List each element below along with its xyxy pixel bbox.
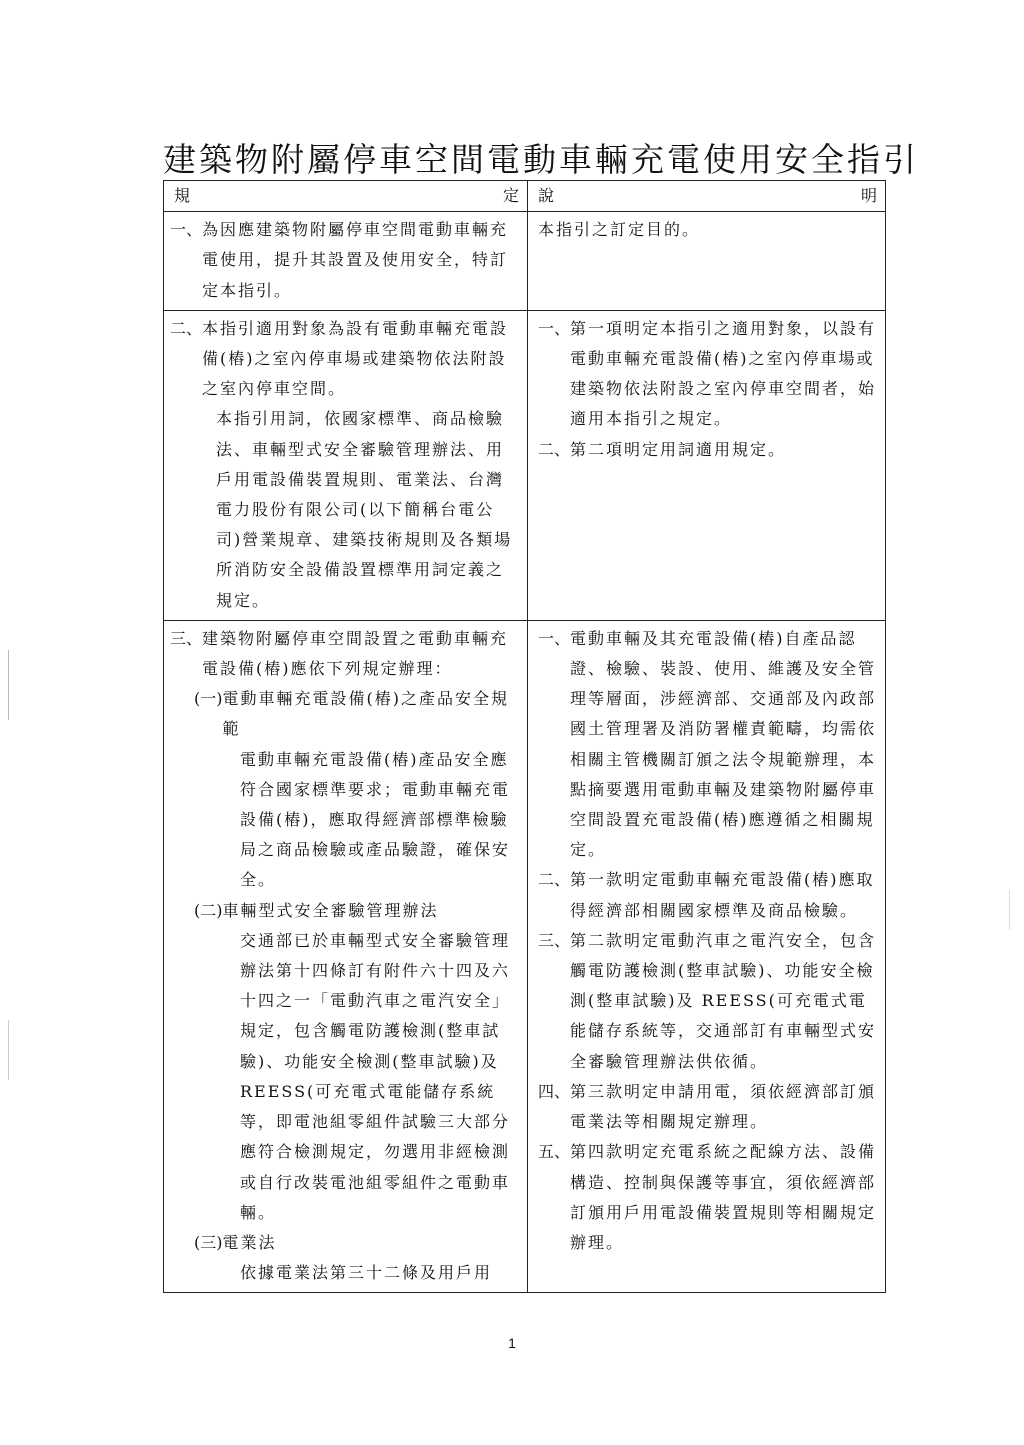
subsection-title: 車輛型式安全審驗管理辦法	[222, 900, 439, 920]
explanation-cell	[528, 212, 886, 311]
header-regulation	[164, 181, 528, 212]
header-explanation-char-2: 明	[860, 186, 877, 205]
explanation-text: 第一款明定電動車輛充電設備(樁)應取得經濟部相關國家標準及商品檢驗。	[570, 870, 875, 920]
subsection-text: 電動車輛充電設備(樁)產品安全應符合國家標準要求；電動車輛充電設備(樁)，應取得經濟部標準檢驗局之商品檢驗或產品驗證，確保安全。	[240, 749, 511, 890]
subsection-text: 交通部已於車輛型式安全審驗管理辦法第十四條訂有附件六十四及六十四之一「電動汽車之電汽安全」規定，包含觸電防護檢測(整車試驗)、功能安全檢測(整車試驗)及 REESS(可充電式電能儲存系統等，即電池組零組件試驗三大部分應符合檢測規定，勿選用非經檢測或自行改裝電池組零組件之電動車輛。	[240, 930, 511, 1222]
subsection-title: 電動車輛充電設備(樁)之產品安全規範	[222, 689, 509, 739]
article-text: 本指引適用對象為設有電動車輛充電設備(樁)之室內停車場或建築物依法附設之室內停車空間。	[202, 318, 509, 399]
subsection-number: (三)	[194, 1232, 223, 1252]
explanation-text: 第二款明定電動汽車之電汽安全，包含觸電防護檢測(整車試驗)、功能安全檢測(整車試驗)及 REESS(可充電式電能儲存系統等，交通部訂有車輛型式安全審驗管理辦法供依循。	[570, 930, 877, 1071]
article-item	[170, 624, 519, 684]
article-paragraph: 本指引用詞，依國家標準、商品檢驗法、車輛型式安全審驗管理辦法、用戶用電設備裝置規則、電業法、台灣電力股份有限公司(以下簡稱台電公司)營業規章、建築技術規則及各類場所消防安全設備設置標準用詞定義之規定。	[216, 409, 513, 610]
explanation-cell	[528, 620, 886, 1292]
page-number: 1	[508, 1335, 516, 1351]
explanation-item	[534, 435, 877, 465]
subsection-title: 電業法	[222, 1232, 277, 1252]
table-row	[164, 620, 886, 1292]
explanation-number: 五、	[538, 1142, 571, 1162]
header-regulation-char-2: 定	[502, 186, 519, 205]
explanation-item	[534, 926, 877, 1077]
explanation-number: 二、	[538, 439, 571, 459]
subsection-number: (二)	[194, 900, 223, 920]
table-row	[164, 212, 886, 311]
article-number: 二、	[170, 318, 203, 338]
article-item	[170, 314, 519, 405]
article-item	[170, 215, 519, 306]
header-explanation-char-1: 說	[538, 186, 555, 205]
regulation-cell	[164, 310, 528, 620]
subsection-item	[170, 1228, 519, 1258]
scan-artifact	[8, 1020, 9, 1080]
scan-artifact	[1009, 890, 1010, 930]
regulation-cell	[164, 212, 528, 311]
explanation-item	[534, 1137, 877, 1258]
explanation-text: 第四款明定充電系統之配線方法、設備構造、控制與保護等事宜，須依經濟部訂頒用戶用電設備裝置規則等相關規定辦理。	[570, 1142, 877, 1252]
explanation-text: 本指引之訂定目的。	[538, 220, 701, 240]
explanation-number: 四、	[538, 1081, 571, 1101]
guideline-table	[163, 180, 886, 1293]
header-explanation	[528, 181, 886, 212]
subsection-item	[170, 684, 519, 744]
subsection-text: 依據電業法第三十二條及用戶用	[240, 1263, 493, 1283]
explanation-item	[534, 314, 877, 435]
subsection-number: (一)	[194, 689, 223, 709]
explanation-item	[534, 865, 877, 925]
explanation-text: 第三款明定申請用電，須依經濟部訂頒電業法等相關規定辦理。	[570, 1081, 877, 1132]
article-number: 三、	[170, 628, 203, 648]
article-text: 建築物附屬停車空間設置之電動車輛充電設備(樁)應依下列規定辦理：	[202, 628, 509, 679]
table-header-row	[164, 181, 886, 212]
explanation-item	[534, 624, 877, 866]
explanation-text: 第二項明定用詞適用規定。	[570, 439, 787, 459]
explanation-number: 一、	[538, 318, 571, 338]
explanation-item	[534, 1077, 877, 1137]
article-text: 為因應建築物附屬停車空間電動車輛充電使用，提升其設置及使用安全，特訂定本指引。	[202, 220, 509, 300]
regulation-cell	[164, 620, 528, 1292]
header-regulation-char-1: 規	[174, 186, 191, 205]
scan-artifact	[8, 650, 9, 720]
explanation-cell	[528, 310, 886, 620]
explanation-number: 三、	[538, 930, 571, 950]
explanation-number: 二、	[538, 870, 571, 890]
table-row	[164, 310, 886, 620]
explanation-text: 電動車輛及其充電設備(樁)自產品認證、檢驗、裝設、使用、維護及安全管理等層面，涉經濟部、交通部及內政部國土管理署及消防署權責範疇，均需依相關主管機關訂頒之法令規範辦理，本點摘要選用電動車輛及建築物附屬停車空間設置充電設備(樁)應遵循之相關規定。	[570, 628, 877, 860]
explanation-text: 第一項明定本指引之適用對象，以設有電動車輛充電設備(樁)之室內停車場或建築物依法附設之室內停車空間者，始適用本指引之規定。	[570, 318, 877, 429]
document-title: 建築物附屬停車空間電動車輛充電使用安全指引	[163, 140, 919, 179]
subsection-item	[170, 896, 519, 926]
article-number: 一、	[170, 220, 203, 240]
explanation-number: 一、	[538, 628, 571, 648]
